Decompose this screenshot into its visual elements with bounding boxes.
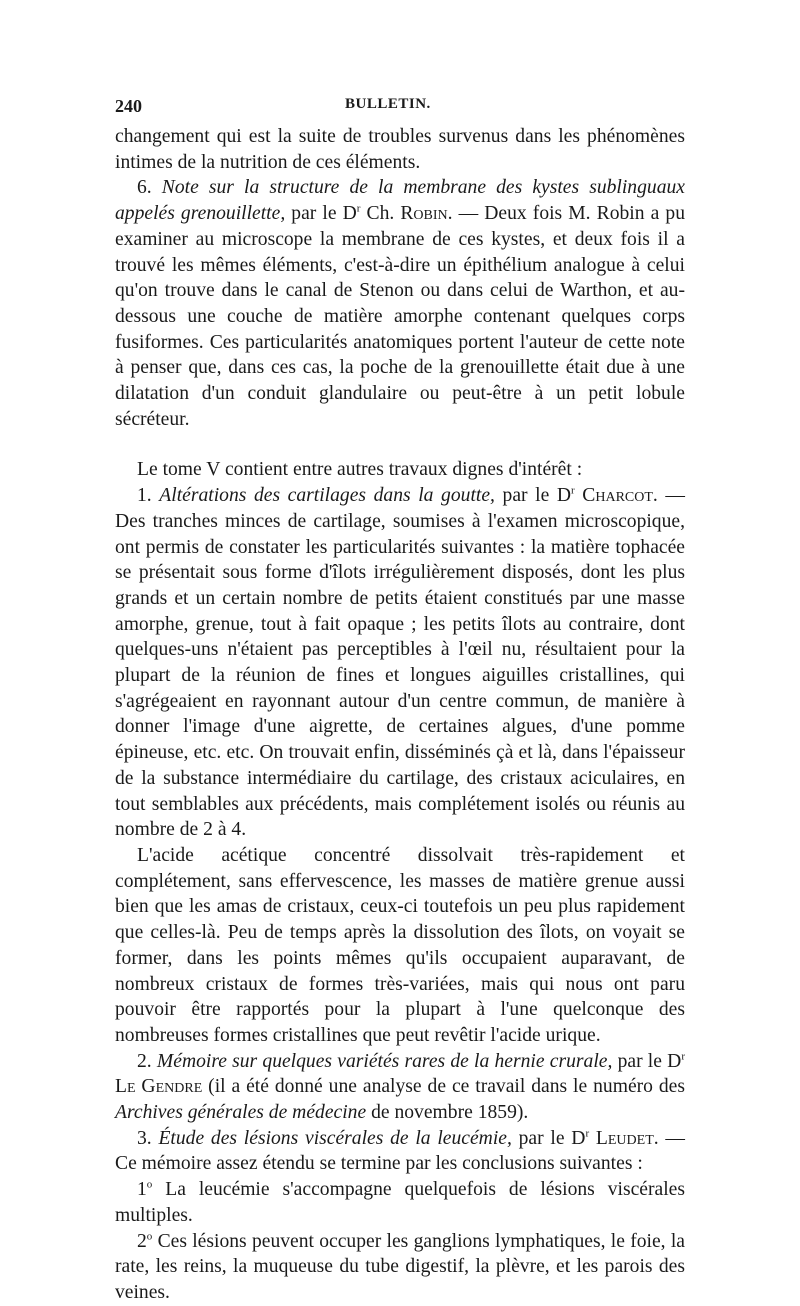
item-title: Mémoire sur quelques variétés rares de la hernie crurale, (156, 1050, 613, 1072)
author-name: Le Gendre (115, 1076, 203, 1098)
page-header (115, 96, 685, 118)
page-number: 240 (115, 96, 142, 116)
paragraph-item-3: 3. Étude des lésions viscérales de la leucémie, par le $D^r$ Leudet. — Ce mémoire assez étendu se termine par les conclusions suivantes : (115, 1127, 685, 1175)
paragraph-tome-intro: Le tome V contient entre autres travaux dignes d'intérêt : (137, 459, 583, 481)
paragraph-conclusion-1: 1$^o$ La leucémie s'accompagne quelquefois de lésions viscérales multiples. (115, 1178, 685, 1226)
author-name: Robin (400, 203, 448, 225)
item-title: Étude des lésions viscérales de la leucémie, (158, 1127, 512, 1149)
section-gap (115, 432, 685, 457)
paragraph-acide: L'acide acétique concentré dissolvait très-rapidement et complétement, sans effervescence, les masses de matière grenue aussi bien que les amas de cristaux, ceux-ci toutefois un peu plus rapidement que celles-là. Peu de temps après la dissolution des îlots, on voyait se former, dans les points mêmes qu'ils occupaient auparavant, de nombreux cristaux de formes très-variées, mais qui nous ont paru pouvoir être rapportés pour la plupart à l'une quelconque des nombreuses formes cristallines que peut revêtir l'acide urique. (115, 844, 685, 1046)
journal-title: Archives générales de médecine (115, 1102, 367, 1124)
paragraph-item-2: 2. Mémoire sur quelques variétés rares de la hernie crurale, par le $D^r$ Le Gendre (il a été donné une analyse de ce travail dans le numéro des Archives générales de médecine de novembre 1859). (115, 1050, 685, 1124)
item-title: Altérations des cartilages dans la goutte, (159, 485, 495, 507)
author-name: Leudet (589, 1127, 654, 1149)
running-title: BULLETIN. (345, 96, 431, 112)
paragraph-continuation: changement qui est la suite de troubles survenus dans les phénomènes intimes de la nutrition de ces éléments. (115, 126, 685, 173)
paragraph-conclusion-2: 2$^o$ Ces lésions peuvent occuper les ganglions lymphatiques, le foie, la rate, les reins, la muqueuse du tube digestif, la plèvre, et les parois des veines. (115, 1230, 685, 1303)
paragraph-note-6: 6. Note sur la structure de la membrane des kystes sublinguaux appelés grenouillette, par le $D^r$ Ch. Robin. — Deux fois M. Robin a pu examiner au microscope la membrane de ces kystes, et deux fois il a trouvé les mêmes éléments, c'est-à-dire un épithélium analogue à celui qu'on trouve dans le canal de Stenon ou dans celui de Warthon, et au-dessous une couche de matière amorphe contenant quelques corps fusiformes. Ces particularités anatomiques portent l'auteur de cette note à penser que, dans ces cas, la poche de la grenouillette était due à une dilatation d'un conduit glandulaire ou peut-être à un petit lobule sécréteur. (115, 177, 685, 430)
note-title: Note sur la structure de la membrane des kystes sublinguaux appelés grenouillette, (115, 177, 685, 225)
paragraph-item-1: 1. Altérations des cartilages dans la goutte, par le $D^r$ Charcot. — Des tranches minces de cartilage, soumises à l'examen microscopique, ont permis de constater les particularités suivantes : la matière tophacée se présentait sous forme d'îlots irrégulièrement disposés, dont les plus grands et un certain nombre de petits étaient constitués par une masse amorphe, grenue, tout à fait opaque ; les petits îlots au contraire, dont quelques-uns n'étaient pas perceptibles à l'œil nu, résultaient pour la plupart de la réunion de fines et longues aiguilles cristallines, qui s'agrégeaient en rayonnant autour d'un centre commun, de manière à donner l'image d'une aigrette, de certaines algues, d'une pomme épineuse, etc. etc. On trouvait enfin, disséminés çà et là, dans l'épaisseur de la substance intermédiaire du cartilage, des cristaux aciculaires, en tout semblables aux précédents, mais complétement isolés ou réunis au nombre de 2 à 4. (115, 484, 685, 841)
page-body (115, 124, 685, 1306)
author-name: Charcot (574, 485, 653, 507)
